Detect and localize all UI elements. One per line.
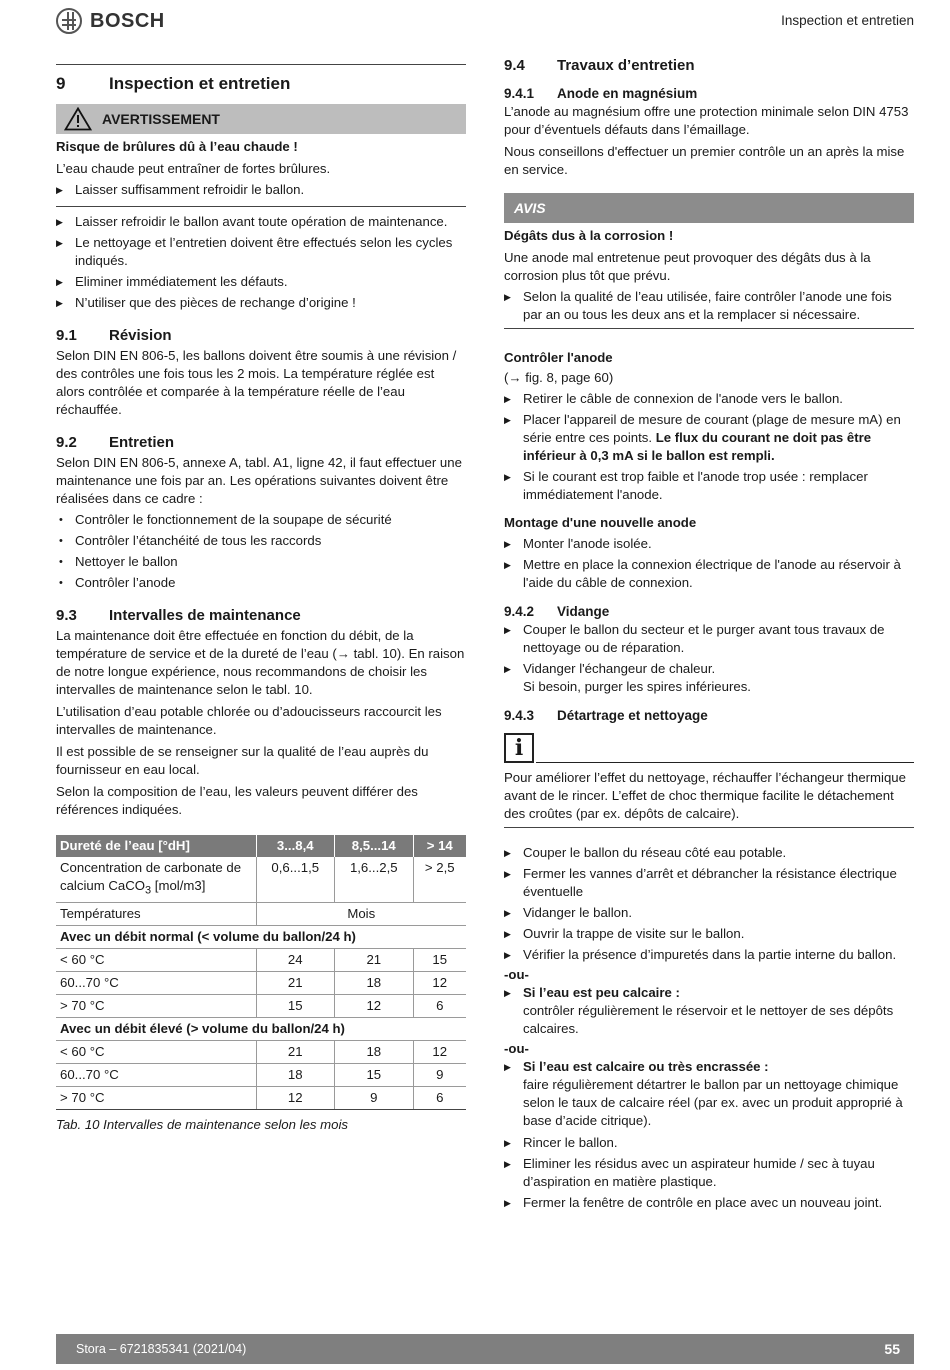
right-column — [504, 56, 914, 1212]
section-number: 9.4 — [504, 57, 525, 74]
list-item — [504, 984, 914, 1038]
section-number: 9.4.2 — [504, 604, 535, 619]
drain-list — [504, 621, 914, 696]
list-item: ▶ Retirer le câble de connexion de l'anode vers le ballon. — [504, 390, 914, 408]
list-item: • Contrôler le fonctionnement de la soupape de sécurité — [56, 511, 466, 529]
table-row — [56, 994, 466, 1017]
table-header: 3...8,4 — [256, 835, 335, 857]
list-item — [504, 660, 914, 696]
section-heading-9-4-2 — [504, 602, 914, 621]
table-subheader: Avec un débit normal (< volume du ballon/24 h) — [56, 925, 466, 948]
section-heading-9-4-1 — [504, 84, 914, 103]
table-cell: 21 — [256, 971, 335, 994]
carbonate-label: Concentration de carbonate de calcium CaCO — [60, 860, 242, 893]
notice-list — [504, 288, 914, 324]
section-title: Révision — [109, 327, 172, 344]
list-item-emphasis: Le flux du courant ne doit pas être inférieur à 0,3 mA si le ballon est rempli. — [523, 430, 872, 463]
brand-logo — [56, 8, 165, 34]
maintenance-interval-table — [56, 835, 466, 1110]
warning-list — [56, 181, 466, 199]
divider — [56, 206, 466, 207]
carbonate-unit: [mol/m3] — [151, 878, 206, 893]
list-item: ▶ Laisser suffisamment refroidir le ballon. — [56, 181, 466, 199]
table-cell: > 70 °C — [56, 994, 256, 1017]
general-list — [56, 213, 466, 312]
table-cell: 15 — [413, 948, 466, 971]
table-header: 8,5...14 — [335, 835, 414, 857]
table-cell: > 2,5 — [413, 857, 466, 902]
list-item: • Nettoyer le ballon — [56, 553, 466, 571]
notice-banner — [504, 193, 914, 223]
table-cell: 21 — [335, 948, 414, 971]
section-number: 9.4.3 — [504, 708, 535, 723]
table-cell: 12 — [413, 1040, 466, 1063]
list-item: ▶ Couper le ballon du réseau côté eau potable. — [504, 844, 914, 862]
check-anode-title: Contrôler l'anode — [504, 350, 613, 365]
warning-label: AVERTISSEMENT — [102, 111, 220, 127]
page-header — [56, 8, 914, 36]
document-reference: Stora – 6721835341 (2021/04) — [76, 1342, 247, 1356]
table-row — [56, 971, 466, 994]
descaling-list — [504, 844, 914, 964]
low-lime-list — [504, 984, 914, 1038]
mount-anode-list — [504, 535, 914, 592]
table-header: Dureté de l’eau [°dH] — [56, 835, 256, 857]
chapter-title: Inspection et entretien — [109, 74, 291, 93]
info-box — [504, 733, 914, 763]
page-footer — [56, 1334, 914, 1364]
table-row — [56, 925, 466, 948]
table-row — [56, 1040, 466, 1063]
section-heading-9-4-3 — [504, 706, 914, 725]
list-item: ▶ Fermer la fenêtre de contrôle en place avec un nouveau joint. — [504, 1194, 914, 1212]
table-cell: 0,6...1,5 — [256, 857, 335, 902]
table-cell: 9 — [335, 1086, 414, 1109]
page-number: 55 — [884, 1341, 900, 1357]
table-cell: Mois — [256, 902, 466, 925]
divider — [504, 328, 914, 329]
section-number: 9.2 — [56, 434, 77, 451]
high-lime-list — [504, 1058, 914, 1130]
section-heading-9-4 — [504, 56, 914, 76]
or-separator: -ou- — [504, 1041, 529, 1056]
list-item: ▶ Eliminer les résidus avec un aspirateur humide / sec à tuyau d’aspiration en matière plastique. — [504, 1155, 914, 1191]
mount-anode-title: Montage d'une nouvelle anode — [504, 515, 697, 530]
list-item-text: Vidanger l'échangeur de chaleur. — [523, 661, 716, 676]
table-header-row — [56, 835, 466, 857]
table-cell: 12 — [335, 994, 414, 1017]
table-cell: 15 — [335, 1063, 414, 1086]
warning-text: L’eau chaude peut entraîner de fortes brûlures. — [56, 161, 331, 176]
list-item: ▶ Si le courant est trop faible et l'anode trop usée : remplacer immédiatement l'anode. — [504, 468, 914, 504]
table-cell: 21 — [256, 1040, 335, 1063]
list-item-text: contrôler régulièrement le réservoir et le nettoyer de ses dépôts calcaires. — [523, 1003, 894, 1036]
table-subheader: Avec un débit élevé (> volume du ballon/24 h) — [56, 1017, 466, 1040]
list-item: ▶ Mettre en place la connexion électrique de l'anode au réservoir à l'aide du câble de connexion. — [504, 556, 914, 592]
section-title: Travaux d’entretien — [557, 57, 695, 74]
notice-label: AVIS — [514, 200, 546, 216]
list-item-text: faire régulièrement détartrer le ballon par un nettoyage chimique selon le taux de calcaire réel (par ex. avec un produit approprié à base d’acide citrique). — [523, 1077, 903, 1128]
interval-text-1: La maintenance doit être effectuée en fonction du débit, de la température de service et de la dureté de l’eau (→ tabl. 10). En raison de notre longue expérience, nous recommandons de choisir les intervalles de maintenance selon le tabl. 10. — [56, 628, 465, 697]
revision-text: Selon DIN EN 806-5, les ballons doivent être soumis à une révision / des contrôles une fois tous les 2 mois. La température réglée est alors contrôlée et comparée à la température réelle de l’eau réchauffée. — [56, 348, 457, 417]
table-cell: 12 — [256, 1086, 335, 1109]
info-text: Pour améliorer l’effet du nettoyage, réchauffer l’échangeur thermique avant de le rincer. L’effet de choc thermique facilite le détachement des croûtes (par ex. dépôts de calcaire). — [504, 770, 906, 821]
section-heading-9-2 — [56, 433, 466, 453]
table-cell: 6 — [413, 994, 466, 1017]
check-anode-list — [504, 390, 914, 504]
table-cell: 9 — [413, 1063, 466, 1086]
section-title: Inspection et entretien — [781, 13, 914, 28]
table-row — [56, 1086, 466, 1109]
interval-text-4: Selon la composition de l’eau, les valeurs peuvent différer des références indiquées. — [56, 784, 418, 817]
list-item: ▶ Vérifier la présence d’impuretés dans la partie interne du ballon. — [504, 946, 914, 964]
section-heading-9-1 — [56, 326, 466, 346]
info-rule — [536, 762, 914, 763]
list-item — [504, 411, 914, 465]
notice-title: Dégâts dus à la corrosion ! — [504, 228, 674, 243]
section-title: Entretien — [109, 434, 175, 451]
table-cell: < 60 °C — [56, 948, 256, 971]
table-cell — [56, 857, 256, 902]
interval-text-2: L’utilisation d’eau potable chlorée ou d’adoucisseurs raccourcit les intervalles de maintenance. — [56, 704, 442, 737]
maintenance-list — [56, 511, 466, 592]
section-title: Vidange — [557, 604, 610, 619]
list-item: ▶ Ouvrir la trappe de visite sur le ballon. — [504, 925, 914, 943]
list-item: ▶ Le nettoyage et l’entretien doivent être effectués selon les cycles indiqués. — [56, 234, 466, 270]
chapter-number: 9 — [56, 74, 66, 93]
list-item-text: Si besoin, purger les spires inférieures. — [523, 679, 751, 694]
anode-text-1: L’anode au magnésium offre une protection minimale selon DIN 4753 pour d’éventuels défauts dans l’émaillage. — [504, 104, 909, 137]
table-row — [56, 902, 466, 925]
table-cell: 6 — [413, 1086, 466, 1109]
table-row — [56, 1063, 466, 1086]
left-column — [56, 64, 466, 1134]
maintenance-text: Selon DIN EN 806-5, annexe A, tabl. A1, ligne 42, il faut effectuer une maintenance une fois par an. Les opérations suivantes doivent être réalisées dans ce cadre : — [56, 455, 462, 506]
table-cell: 15 — [256, 994, 335, 1017]
table-row — [56, 857, 466, 902]
or-separator: -ou- — [504, 967, 529, 982]
list-item-text: Placer l'appareil de mesure de courant (plage de mesure mA) en série entre ces points. — [523, 412, 901, 445]
divider — [504, 827, 914, 828]
table-cell: 12 — [413, 971, 466, 994]
table-cell: < 60 °C — [56, 1040, 256, 1063]
table-cell: 18 — [256, 1063, 335, 1086]
check-anode-ref: (→ fig. 8, page 60) — [504, 370, 614, 385]
list-item: • Contrôler l’étanchéité de tous les raccords — [56, 532, 466, 550]
carbonate-subscript: 3 — [145, 884, 152, 897]
table-cell: 18 — [335, 971, 414, 994]
list-item: ▶ Monter l'anode isolée. — [504, 535, 914, 553]
section-number: 9.4.1 — [504, 86, 535, 101]
list-item: • Contrôler l’anode — [56, 574, 466, 592]
warning-risk: Risque de brûlures dû à l’eau chaude ! — [56, 139, 298, 154]
list-item: ▶ Couper le ballon du secteur et le purger avant tous travaux de nettoyage ou de réparation. — [504, 621, 914, 657]
warning-banner — [56, 104, 466, 134]
chapter-heading — [56, 64, 466, 95]
anode-text-2: Nous conseillons d'effectuer un premier contrôle un an après la mise en service. — [504, 144, 905, 177]
list-item: ▶ Rincer le ballon. — [504, 1134, 914, 1152]
bosch-logo-icon — [56, 8, 82, 34]
warning-triangle-icon — [64, 107, 92, 131]
section-number: 9.3 — [56, 607, 77, 624]
section-title: Anode en magnésium — [557, 86, 698, 101]
section-title: Détartrage et nettoyage — [557, 708, 708, 723]
table-cell: 18 — [335, 1040, 414, 1063]
table-row — [56, 1017, 466, 1040]
brand-name: BOSCH — [90, 10, 165, 32]
list-item — [504, 1058, 914, 1130]
list-item: ▶ Laisser refroidir le ballon avant toute opération de maintenance. — [56, 213, 466, 231]
table-cell: 24 — [256, 948, 335, 971]
list-item: ▶ Fermer les vannes d’arrêt et débrancher la résistance électrique éventuelle — [504, 865, 914, 901]
table-cell: 60...70 °C — [56, 1063, 256, 1086]
table-header: > 14 — [413, 835, 466, 857]
final-list — [504, 1134, 914, 1212]
table-cell: Températures — [56, 902, 256, 925]
list-item: ▶ N’utiliser que des pièces de rechange d’origine ! — [56, 294, 466, 312]
list-item-title: Si l’eau est peu calcaire : — [523, 985, 680, 1000]
table-row — [56, 948, 466, 971]
list-item-title: Si l’eau est calcaire ou très encrassée : — [523, 1059, 769, 1074]
list-item: ▶ Selon la qualité de l’eau utilisée, faire contrôler l’anode une fois par an ou tous les deux ans et la remplacer si nécessaire. — [504, 288, 914, 324]
table-cell: 60...70 °C — [56, 971, 256, 994]
section-heading-9-3 — [56, 606, 466, 626]
section-number: 9.1 — [56, 327, 77, 344]
table-caption: Tab. 10 Intervalles de maintenance selon les mois — [56, 1116, 349, 1132]
section-title: Intervalles de maintenance — [109, 607, 301, 624]
list-item: ▶ Eliminer immédiatement les défauts. — [56, 273, 466, 291]
list-item: ▶ Vidanger le ballon. — [504, 904, 914, 922]
interval-text-3: Il est possible de se renseigner sur la qualité de l’eau auprès du fournisseur en eau local. — [56, 744, 429, 777]
table-cell: > 70 °C — [56, 1086, 256, 1109]
notice-text: Une anode mal entretenue peut provoquer des dégâts dus à la corrosion plus tôt que prévu. — [504, 250, 871, 283]
table-cell: 1,6...2,5 — [335, 857, 414, 902]
info-icon: i — [504, 733, 534, 763]
